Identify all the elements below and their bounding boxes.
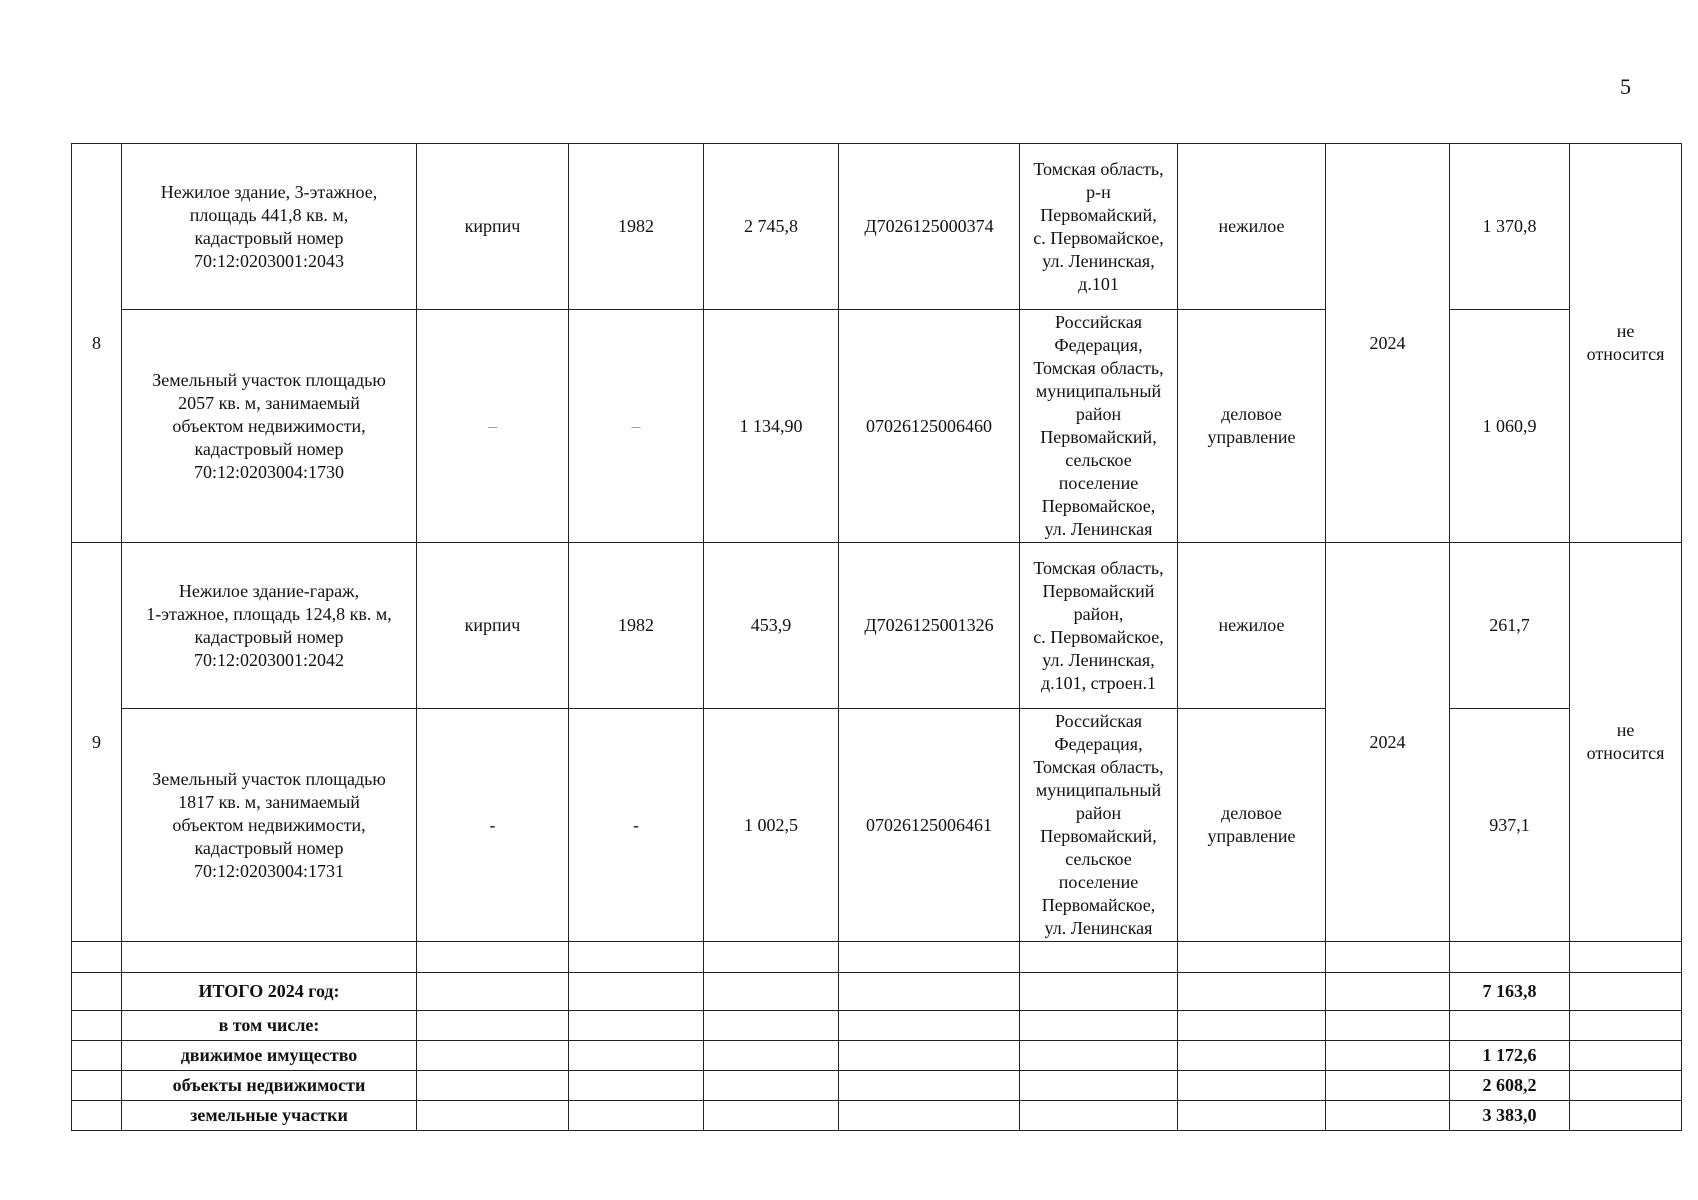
registry-code: 07026125006460 <box>839 310 1020 543</box>
text-line: муниципальный <box>1035 780 1162 800</box>
text-line: д.101 <box>1078 273 1119 294</box>
relation <box>1570 144 1682 543</box>
empty-cell <box>1450 942 1570 973</box>
empty-cell <box>704 973 839 1011</box>
text-line: Земельный участок площадью <box>152 369 386 390</box>
empty-cell <box>569 1041 704 1071</box>
empty-cell <box>1326 1101 1450 1131</box>
empty-cell <box>1020 1011 1178 1041</box>
empty-cell <box>839 973 1020 1011</box>
empty-cell <box>1020 1101 1178 1131</box>
total-label: движимое имущество <box>122 1041 417 1071</box>
empty-cell <box>1020 1041 1178 1071</box>
text-line: ул. Ленинская, <box>1042 649 1155 670</box>
total-value <box>1450 1011 1570 1041</box>
empty-cell <box>72 1101 122 1131</box>
text-line: Первомайское, <box>1041 496 1156 516</box>
text-line: кадастровый номер <box>194 227 344 248</box>
total-row <box>72 1071 1682 1101</box>
value: 1 002,5 <box>704 709 839 942</box>
text-line: Первомайский, <box>1040 427 1157 447</box>
text-line: деловое <box>1221 803 1282 823</box>
empty-cell <box>72 1071 122 1101</box>
empty-cell <box>839 1011 1020 1041</box>
table-row <box>72 543 1682 709</box>
registry-code: Д7026125000374 <box>839 144 1020 310</box>
registry-code: Д7026125001326 <box>839 543 1020 709</box>
text-line: ул. Ленинская <box>1044 918 1153 938</box>
address <box>1020 709 1178 942</box>
value: 453,9 <box>704 543 839 709</box>
empty-cell <box>417 1101 569 1131</box>
text-line: Томская область, <box>1033 757 1164 777</box>
total-label: объекты недвижимости <box>122 1071 417 1101</box>
total-label: в том числе: <box>122 1011 417 1041</box>
year-built: - <box>569 709 704 942</box>
purpose: нежилое <box>1178 144 1326 310</box>
empty-cell <box>704 1101 839 1131</box>
empty-cell <box>1020 973 1178 1011</box>
total-row <box>72 1041 1682 1071</box>
empty-cell <box>1326 942 1450 973</box>
empty-cell <box>1326 973 1450 1011</box>
value: 2 745,8 <box>704 144 839 310</box>
text-line: с. Первомайское, <box>1033 227 1164 248</box>
empty-cell <box>569 942 704 973</box>
object-description <box>122 310 417 543</box>
relation <box>1570 543 1682 942</box>
empty-cell <box>72 942 122 973</box>
empty-cell <box>1178 1071 1326 1101</box>
registry-code: 07026125006461 <box>839 709 1020 942</box>
text-line: 70:12:0203001:2043 <box>193 250 344 271</box>
object-description <box>122 543 417 709</box>
amount: 937,1 <box>1450 709 1570 942</box>
empty-cell <box>72 1011 122 1041</box>
purpose: нежилое <box>1178 543 1326 709</box>
empty-row <box>72 942 1682 973</box>
empty-cell <box>1570 1101 1682 1131</box>
text-line: Томская область, <box>1033 557 1164 578</box>
text-line: Российская <box>1055 711 1142 731</box>
relation-text: не относится <box>1586 720 1665 763</box>
year: 2024 <box>1326 144 1450 543</box>
empty-cell <box>1570 1071 1682 1101</box>
amount: 261,7 <box>1450 543 1570 709</box>
empty-cell <box>839 1041 1020 1071</box>
empty-cell <box>1570 942 1682 973</box>
text-line: кадастровый номер <box>194 438 344 459</box>
text-line: Первомайский, <box>1040 204 1157 225</box>
row-number: 8 <box>72 144 122 543</box>
text-line: Первомайское, <box>1041 895 1156 915</box>
amount: 1 060,9 <box>1450 310 1570 543</box>
empty-cell <box>72 973 122 1011</box>
empty-cell <box>417 1071 569 1101</box>
text-line: кадастровый номер <box>194 837 344 858</box>
text-line: 70:12:0203004:1731 <box>193 860 344 881</box>
text-line: деловое <box>1221 404 1282 424</box>
empty-cell <box>569 973 704 1011</box>
empty-cell <box>839 1071 1020 1101</box>
empty-cell <box>1178 973 1326 1011</box>
text-line: Нежилое здание-гараж, <box>178 580 360 601</box>
text-line: район <box>1075 803 1122 823</box>
total-label: земельные участки <box>122 1101 417 1131</box>
text-line: Томская область, <box>1033 358 1164 378</box>
year-built: 1982 <box>569 144 704 310</box>
empty-cell <box>1570 1041 1682 1071</box>
row-number: 9 <box>72 543 122 942</box>
text-line: управление <box>1207 427 1296 447</box>
empty-cell <box>839 1101 1020 1131</box>
object-description <box>122 144 417 310</box>
text-line: д.101, строен.1 <box>1040 672 1157 693</box>
text-line: 2057 кв. м, занимаемый <box>178 392 360 413</box>
empty-cell <box>569 1101 704 1131</box>
empty-cell <box>569 1071 704 1101</box>
text-line: Нежилое здание, 3-этажное, <box>160 181 378 202</box>
empty-cell <box>704 1041 839 1071</box>
empty-cell <box>1570 1011 1682 1041</box>
value: 1 134,90 <box>704 310 839 543</box>
text-line: Российская <box>1055 312 1142 332</box>
total-row <box>72 973 1682 1011</box>
text-line: Федерация, <box>1054 734 1143 754</box>
text-line: поселение <box>1058 872 1139 892</box>
empty-cell <box>1020 1071 1178 1101</box>
empty-cell <box>1570 973 1682 1011</box>
total-row <box>72 1011 1682 1041</box>
text-line: объектом недвижимости, <box>172 415 366 436</box>
text-line: поселение <box>1058 473 1139 493</box>
empty-cell <box>704 1071 839 1101</box>
total-row <box>72 1101 1682 1131</box>
text-line: 70:12:0203001:2042 <box>193 649 344 670</box>
text-line: кадастровый номер <box>194 626 344 647</box>
empty-cell <box>704 1011 839 1041</box>
text-line: Томская область, <box>1033 158 1164 179</box>
year-built: – <box>569 310 704 543</box>
object-description <box>122 709 417 942</box>
text-line: р-н <box>1086 181 1111 202</box>
text-line: сельское <box>1065 450 1132 470</box>
total-value: 3 383,0 <box>1450 1101 1570 1131</box>
year-built: 1982 <box>569 543 704 709</box>
wall-material: кирпич <box>417 543 569 709</box>
empty-cell <box>1178 1041 1326 1071</box>
empty-cell <box>122 942 417 973</box>
total-value: 1 172,6 <box>1450 1041 1570 1071</box>
empty-cell <box>72 1041 122 1071</box>
text-line: район <box>1075 404 1122 424</box>
empty-cell <box>417 973 569 1011</box>
empty-cell <box>569 1011 704 1041</box>
empty-cell <box>1020 942 1178 973</box>
empty-cell <box>1326 1071 1450 1101</box>
purpose <box>1178 709 1326 942</box>
text-line: Федерация, <box>1054 335 1143 355</box>
property-table <box>71 143 1682 1131</box>
total-value: 2 608,2 <box>1450 1071 1570 1101</box>
wall-material: – <box>417 310 569 543</box>
total-label: ИТОГО 2024 год: <box>122 973 417 1011</box>
empty-cell <box>1326 1011 1450 1041</box>
purpose <box>1178 310 1326 543</box>
year: 2024 <box>1326 543 1450 942</box>
empty-cell <box>417 1041 569 1071</box>
empty-cell <box>1178 1011 1326 1041</box>
text-line: 1-этажное, площадь 124,8 кв. м, <box>146 603 392 624</box>
text-line: 70:12:0203004:1730 <box>193 461 344 482</box>
wall-material: кирпич <box>417 144 569 310</box>
address <box>1020 310 1178 543</box>
text-line: с. Первомайское, <box>1033 626 1164 647</box>
text-line: ул. Ленинская, <box>1042 250 1155 271</box>
text-line: площадь 441,8 кв. м, <box>189 204 349 225</box>
amount: 1 370,8 <box>1450 144 1570 310</box>
empty-cell <box>839 942 1020 973</box>
total-value: 7 163,8 <box>1450 973 1570 1011</box>
relation-text: не относится <box>1586 321 1665 364</box>
empty-cell <box>417 1011 569 1041</box>
empty-cell <box>704 942 839 973</box>
empty-cell <box>1178 942 1326 973</box>
empty-cell <box>1326 1041 1450 1071</box>
wall-material: - <box>417 709 569 942</box>
text-line: 1817 кв. м, занимаемый <box>178 791 360 812</box>
table-row <box>72 144 1682 310</box>
empty-cell <box>1178 1101 1326 1131</box>
text-line: Первомайский <box>1042 580 1155 601</box>
address <box>1020 543 1178 709</box>
text-line: Первомайский, <box>1040 826 1157 846</box>
text-line: объектом недвижимости, <box>172 814 366 835</box>
text-line: сельское <box>1065 849 1132 869</box>
empty-cell <box>417 942 569 973</box>
address <box>1020 144 1178 310</box>
text-line: муниципальный <box>1035 381 1162 401</box>
page-number: 5 <box>1620 74 1631 99</box>
text-line: управление <box>1207 826 1296 846</box>
text-line: район, <box>1073 603 1124 624</box>
text-line: ул. Ленинская <box>1044 519 1153 539</box>
text-line: Земельный участок площадью <box>152 768 386 789</box>
